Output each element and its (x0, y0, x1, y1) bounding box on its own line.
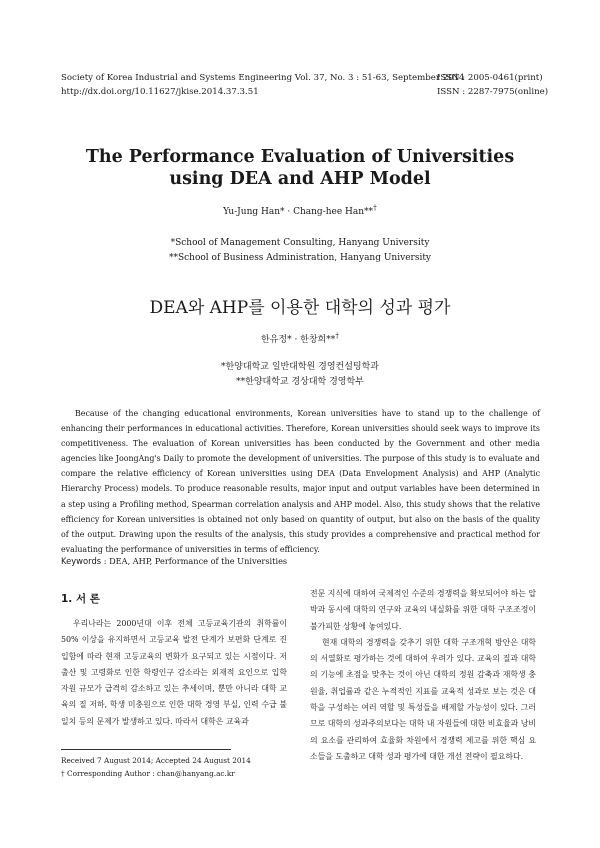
korean-affiliation-1: *한양대학교 일반대학원 경영컨설팅학과 (220, 362, 380, 372)
paper-title-line-1: The Performance Evaluation of Universities (85, 147, 515, 167)
section-heading (61, 591, 100, 606)
korean-author-names: 한유정* · 한창희** (261, 335, 336, 345)
body-left-column: 우리나라는 2000년대 이후 전체 고등교육기관의 취학률이 50% 이상을 유지하면서 고등교육 발전 단계가 보편화 단계로 진입함에 따라 현재 고등교육의 변화가 요구되고 있는 시점이다. 저출산 및 고령화로 인한 학령인구 감소라는 외재적 요인으로 입학 자원 규모가 급격히 감소하고 있는 추세이며, 뿐만 아니라 대학 교육의 질 저하, 학생 미충원으로 인한 대학 경영 부실, 인력 수급 불일치 등의 문제가 발생하고 있다. 따라서 대학은 교육과 (61, 619, 287, 726)
author-names: Yu-Jung Han* · Chang-hee Han** (223, 207, 374, 217)
korean-affiliation-2: **한양대학교 경상대학 경영학부 (236, 377, 364, 387)
paper-title-line-2: using DEA and AHP Model (169, 169, 431, 189)
keywords-separator: : (101, 556, 110, 566)
issn-print: ISSN : 2005-0461(print) (437, 73, 543, 83)
korean-author-list (0, 331, 600, 345)
journal-citation-block (61, 71, 465, 99)
doi-link[interactable]: http://dx.doi.org/10.11627/jkise.2014.37.3.51 (61, 87, 259, 97)
corresponding-author (61, 767, 251, 780)
corresponding-footnote-mark: † (61, 769, 65, 778)
journal-citation: Society of Korea Industrial and Systems Engineering Vol. 37, No. 3 : 51-63, September 2014 (61, 73, 465, 83)
received-date: Received 7 August 2014; Accepted 24 August 2014 (61, 756, 251, 765)
issn-online: ISSN : 2287-7975(online) (437, 87, 549, 97)
section-title: 서 론 (75, 593, 100, 605)
affiliation-2: **School of Business Administration, Hanyang University (168, 253, 432, 263)
corresponding-author-text: Corresponding Author : chan@hanyang.ac.kr (66, 769, 235, 778)
body-right-column (310, 586, 536, 765)
footnote-divider (61, 749, 231, 750)
corresponding-mark: † (373, 203, 377, 212)
body-right-paragraph-2: 현재 대학의 경쟁력을 갖추기 위한 대학 구조개혁 방안은 대학의 서열화로 평가하는 것에 대하여 우려가 있다. 교육의 질과 대학의 기능에 초점을 맞추는 것이 아닌 대학의 정원 감축과 재학생 충원율, 취업률과 같은 누적적인 지표를 교육적 성과로 보는 것은 대학을 구성하는 여러 역할 및 특성들을 배제할 가능성이 있다. 그러므로 대학의 성과주의보다는 대학 내 자원들에 대한 비효율과 낭비의 요소를 관리하여 효율화 차원에서 경쟁력 제고를 위한 핵심 요소들을 도출하고 대학 성과 평가에 대한 개선 전략이 필요하다. (310, 637, 536, 761)
korean-title: DEA와 AHP를 이용한 대학의 성과 평가 (149, 298, 451, 318)
affiliation-list (0, 236, 600, 266)
footnotes (61, 754, 251, 780)
keywords (61, 556, 287, 566)
affiliation-1: *School of Management Consulting, Hanyang University (170, 238, 430, 248)
korean-affiliation-list (0, 360, 600, 390)
keywords-label: Keywords (61, 556, 102, 566)
keywords-value: DEA, AHP, Performance of the Universities (109, 556, 288, 566)
section-number: 1. (61, 593, 73, 605)
paper-title (0, 146, 600, 190)
abstract: Because of the changing educational environments, Korean universities have to stand up to the challenge of enhancing their performances in educational activities. Therefore, Korean universities should seek ways to improve its competitiveness. The evaluation of Korean universities has been conducted by the Government and other media agencies like JoongAng's Daily to promote the development of universities. The purpose of this study is to evaluate and compare the relative efficiency of Korean universities using DEA (Data Envelopment Analysis) and AHP (Analytic Hierarchy Process) models. To produce reasonable results, major input and output variables have been determined in a step using a Profiling method, Spearman correlation analysis and AHP model. Also, this study shows that the relative efficiency for Korean universities is obtained not only based on quantity of output, but also on the basis of the quality of the output. Drawing upon the results of the analysis, this study provides a comprehensive and practical method for evaluating the performance of universities in terms of efficiency. (61, 409, 540, 554)
issn-block (437, 71, 548, 99)
author-list (0, 203, 600, 217)
korean-corresponding-mark: † (335, 331, 339, 340)
body-right-paragraph-1: 전문 지식에 대하여 국제적인 수준의 경쟁력을 확보되어야 하는 압박과 동시에 대학의 연구와 교육의 내실화를 위한 대학 구조조정이 불가피한 상황에 놓여있다. (310, 589, 536, 631)
